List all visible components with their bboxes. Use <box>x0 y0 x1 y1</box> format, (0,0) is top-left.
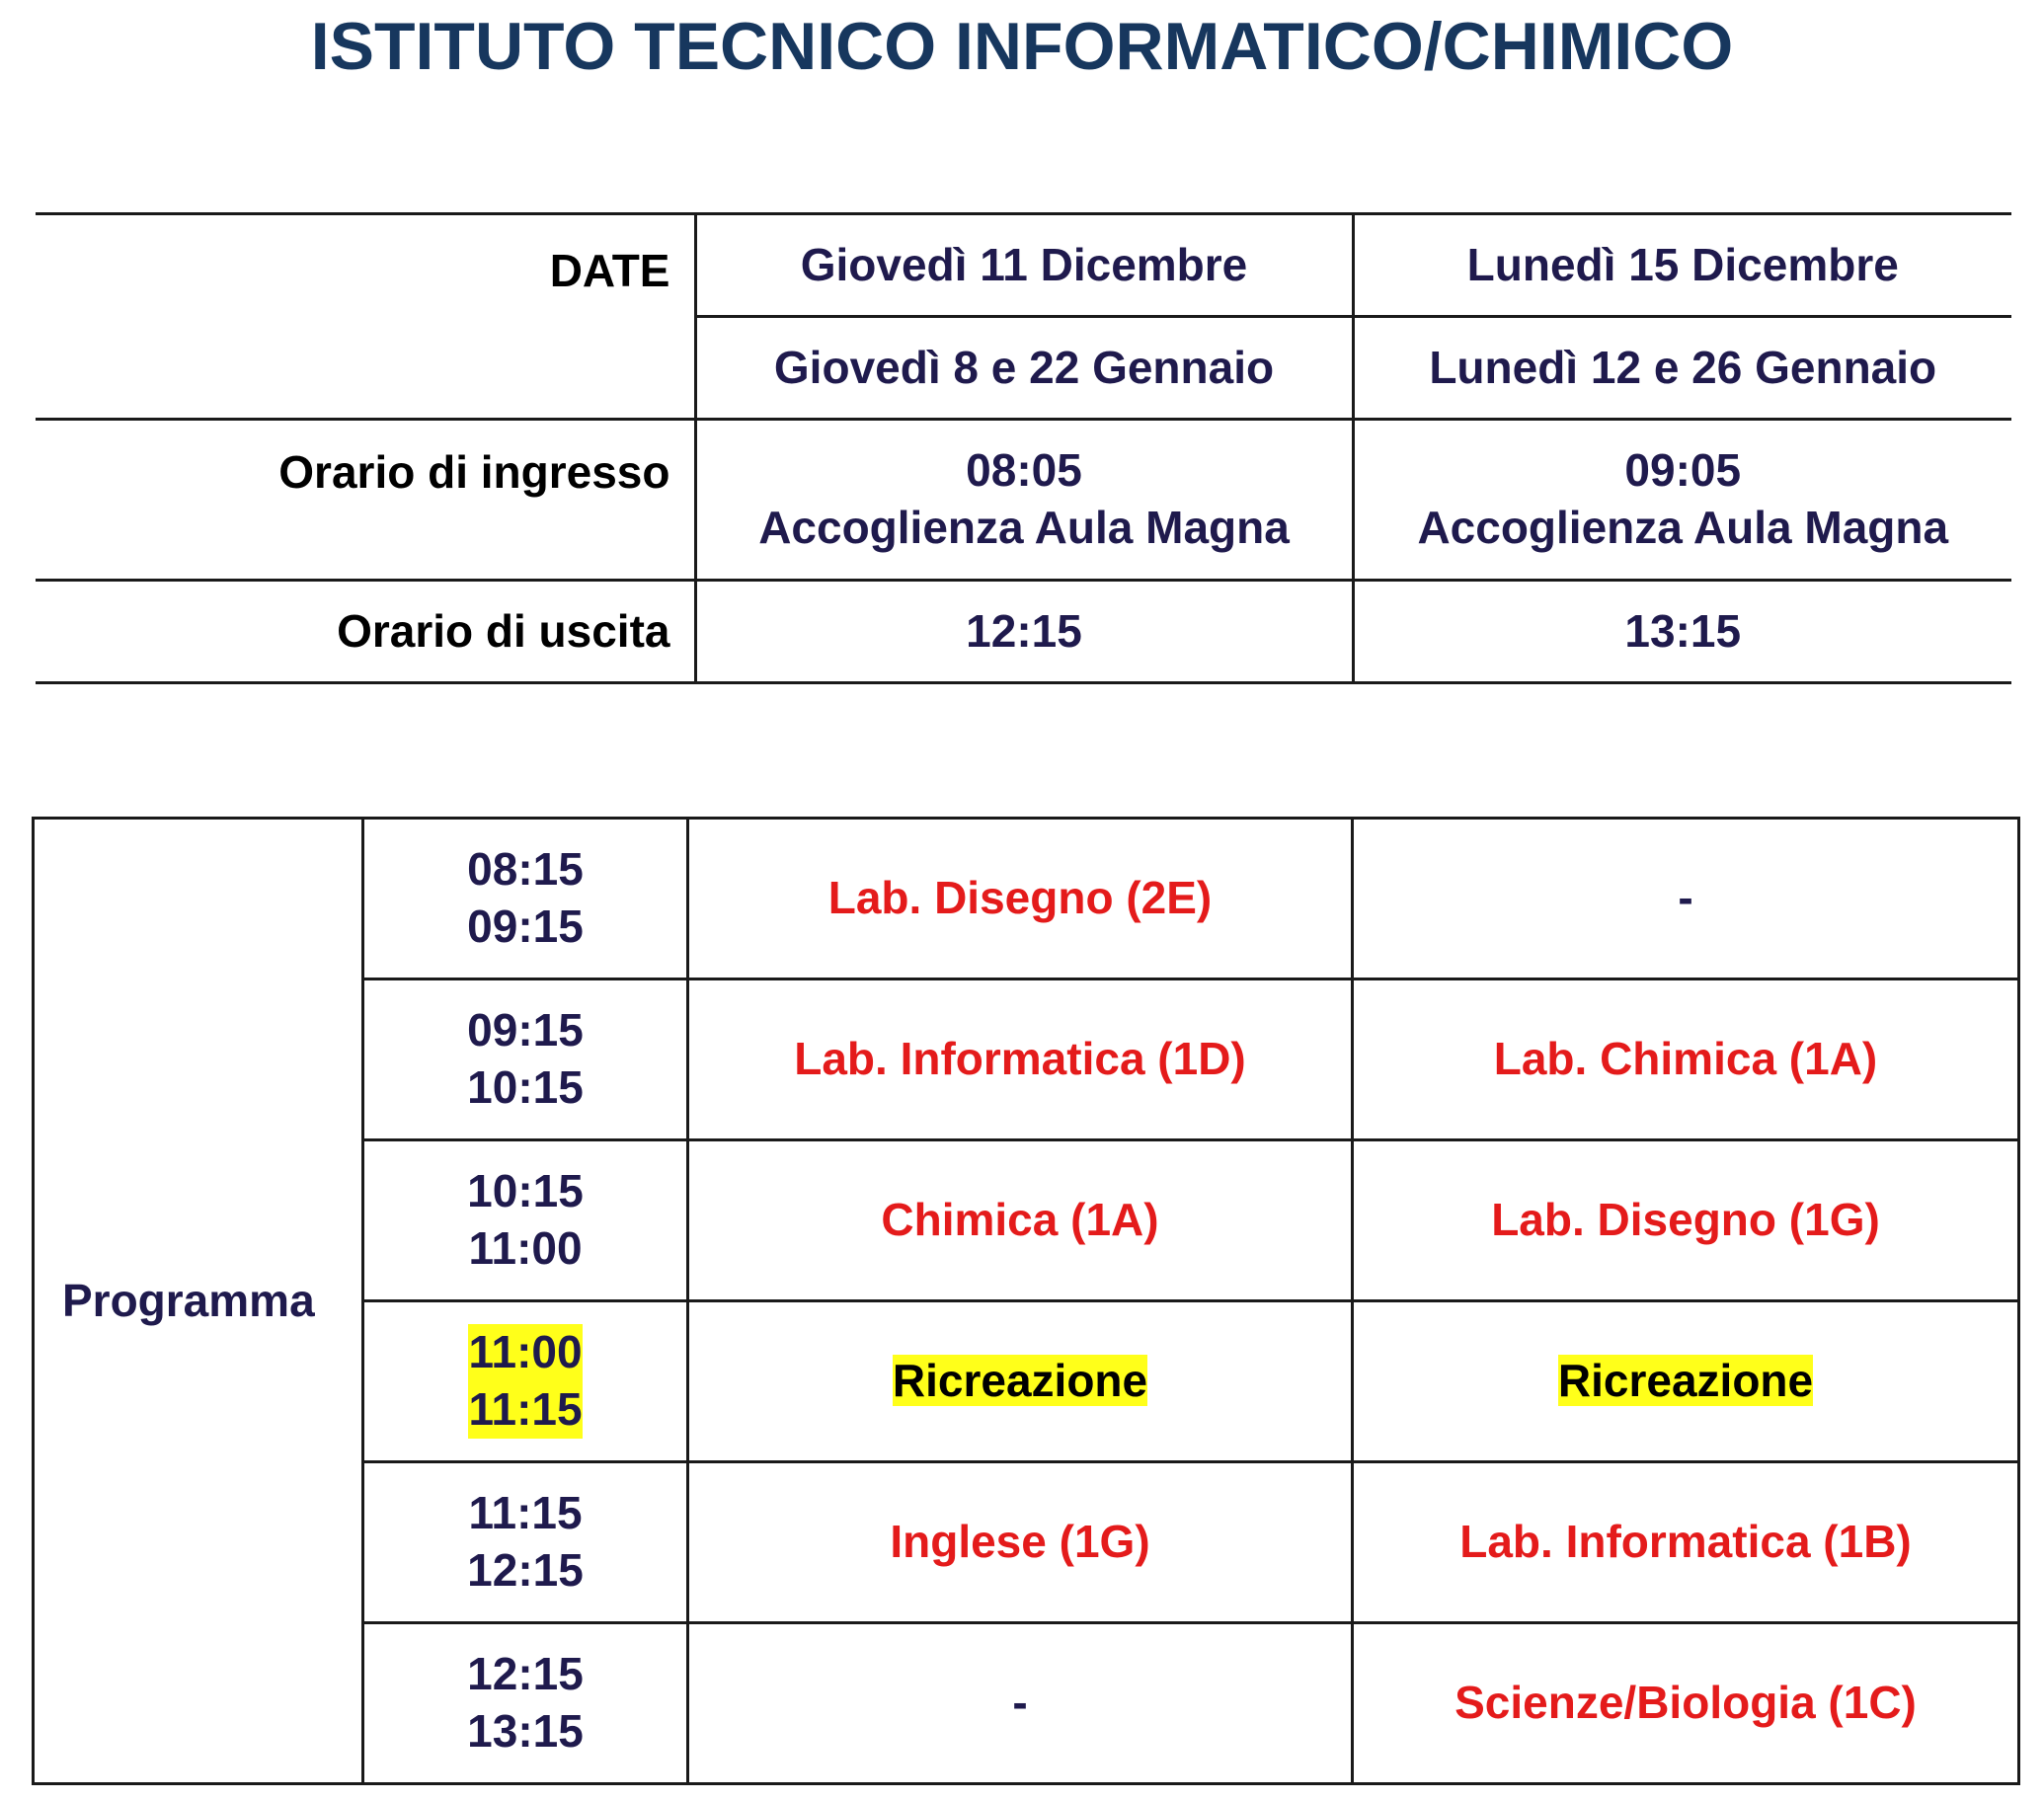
date-primary-col2: Lunedì 15 Dicembre <box>1353 214 2011 317</box>
entry-note-col2: Accoglienza Aula Magna <box>1417 502 1949 553</box>
entry-cell-col2 <box>1353 420 2011 581</box>
activity-col2 <box>1353 1462 2019 1623</box>
activity-label: Scienze/Biologia (1C) <box>1454 1677 1917 1729</box>
entry-label: Orario di ingresso <box>36 420 695 581</box>
date-secondary-col1: Giovedì 8 e 22 Gennaio <box>695 317 1353 420</box>
activity-col2 <box>1353 819 2019 979</box>
activity-col2 <box>1353 1301 2019 1462</box>
program-table <box>32 817 2020 1785</box>
activity-label: Inglese (1G) <box>890 1516 1150 1568</box>
break-label: Ricreazione <box>1557 1355 1814 1407</box>
time-slot <box>363 979 688 1140</box>
time-end: 11:15 <box>468 1383 583 1435</box>
activity-col1 <box>688 1140 1353 1301</box>
activity-label: - <box>1012 1677 1028 1729</box>
time-slot <box>363 1140 688 1301</box>
activity-col1 <box>688 819 1353 979</box>
activity-label: Lab. Disegno (1G) <box>1491 1194 1880 1246</box>
entry-note-col1: Accoglienza Aula Magna <box>758 502 1290 553</box>
time-slot <box>363 1623 688 1784</box>
time-start: 09:15 <box>467 1004 584 1057</box>
time-start: 08:15 <box>467 843 584 896</box>
time-start: 12:15 <box>467 1648 584 1700</box>
time-end: 12:15 <box>467 1544 584 1596</box>
activity-label: Lab. Informatica (1B) <box>1459 1516 1912 1568</box>
dates-table <box>36 212 2011 684</box>
time-end: 11:00 <box>468 1222 583 1274</box>
activity-col1 <box>688 1623 1353 1784</box>
exit-time-col1: 12:15 <box>695 581 1353 683</box>
entry-time-col2: 09:05 <box>1624 444 1742 497</box>
time-end: 10:15 <box>467 1061 584 1113</box>
time-slot <box>363 1301 688 1462</box>
date-secondary-col2: Lunedì 12 e 26 Gennaio <box>1353 317 2011 420</box>
program-label: Programma <box>34 819 363 1784</box>
activity-label: Lab. Informatica (1D) <box>794 1033 1246 1085</box>
dates-label: DATE <box>36 214 695 420</box>
activity-col2 <box>1353 979 2019 1140</box>
activity-col1 <box>688 979 1353 1140</box>
time-end: 13:15 <box>467 1705 584 1757</box>
exit-time-col2: 13:15 <box>1353 581 2011 683</box>
activity-label: - <box>1678 872 1693 924</box>
entry-time-col1: 08:05 <box>966 444 1082 497</box>
date-primary-col1: Giovedì 11 Dicembre <box>695 214 1353 317</box>
time-slot <box>363 819 688 979</box>
time-end: 09:15 <box>467 900 584 952</box>
activity-col1 <box>688 1301 1353 1462</box>
activity-label: Lab. Chimica (1A) <box>1493 1033 1878 1085</box>
exit-label: Orario di uscita <box>36 581 695 683</box>
time-start: 11:15 <box>468 1487 583 1539</box>
activity-col2 <box>1353 1140 2019 1301</box>
activity-label: Chimica (1A) <box>881 1194 1159 1246</box>
activity-col2 <box>1353 1623 2019 1784</box>
time-start: 11:00 <box>468 1326 583 1378</box>
activity-label: Lab. Disegno (2E) <box>827 872 1213 924</box>
page-title: ISTITUTO TECNICO INFORMATICO/CHIMICO <box>310 9 1734 84</box>
time-start: 10:15 <box>467 1165 584 1217</box>
program-row <box>34 819 2019 979</box>
break-label: Ricreazione <box>892 1355 1148 1407</box>
entry-cell-col1 <box>695 420 1353 581</box>
activity-col1 <box>688 1462 1353 1623</box>
time-slot <box>363 1462 688 1623</box>
